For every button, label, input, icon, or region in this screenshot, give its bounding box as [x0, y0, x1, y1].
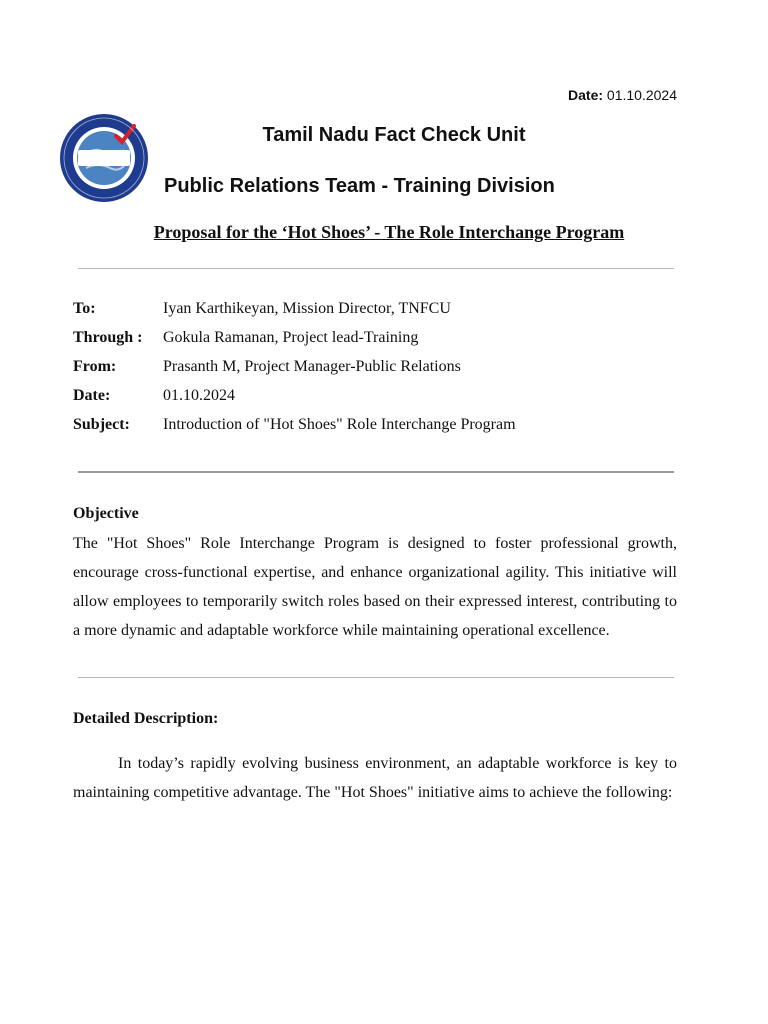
org-title: Tamil Nadu Fact Check Unit [262, 124, 526, 146]
date-label: Date: [568, 87, 604, 103]
description-text: In today’s rapidly evolving business environment, an adaptable workforce is key to maintaining competitive advantage. The "Hot Shoes" initiative aims to achieve the following: [73, 755, 677, 801]
memo-row-date [73, 385, 516, 414]
description-heading: Detailed Description: [73, 710, 219, 727]
divider [78, 677, 674, 678]
memo-label: From: [73, 358, 117, 375]
memo-value: 01.10.2024 [163, 387, 235, 404]
proposal-title: Proposal for the ‘Hot Shoes’ - The Role Interchange Program [153, 222, 625, 242]
memo-row-from [73, 356, 516, 385]
memo-label: Through : [73, 329, 143, 346]
memo-block [73, 298, 516, 443]
memo-value: Iyan Karthikeyan, Mission Director, TNFCU [163, 300, 451, 317]
memo-row-subject [73, 414, 516, 443]
memo-value: Prasanth M, Project Manager-Public Relations [163, 358, 461, 375]
objective-text: The "Hot Shoes" Role Interchange Program is designed to foster professional growth, encourage cross-functional expertise, and enhance organizational agility. This initiative will allow employees to temporarily switch roles based on their expressed interest, contributing to a more dynamic and adaptable workforce while maintaining operational excellence. [73, 535, 677, 639]
date-value: 01.10.2024 [606, 87, 677, 103]
document-date [568, 87, 677, 103]
divider [78, 268, 674, 269]
memo-label: Subject: [73, 416, 130, 433]
divider [78, 471, 674, 473]
memo-value: Gokula Ramanan, Project lead-Training [163, 329, 419, 346]
team-title: Public Relations Team - Training Division [164, 175, 555, 197]
memo-label: To: [73, 300, 96, 317]
memo-value: Introduction of "Hot Shoes" Role Interchange Program [163, 416, 516, 433]
memo-row-to [73, 298, 516, 327]
memo-row-through [73, 327, 516, 356]
memo-label: Date: [73, 387, 111, 404]
objective-heading: Objective [73, 505, 139, 522]
